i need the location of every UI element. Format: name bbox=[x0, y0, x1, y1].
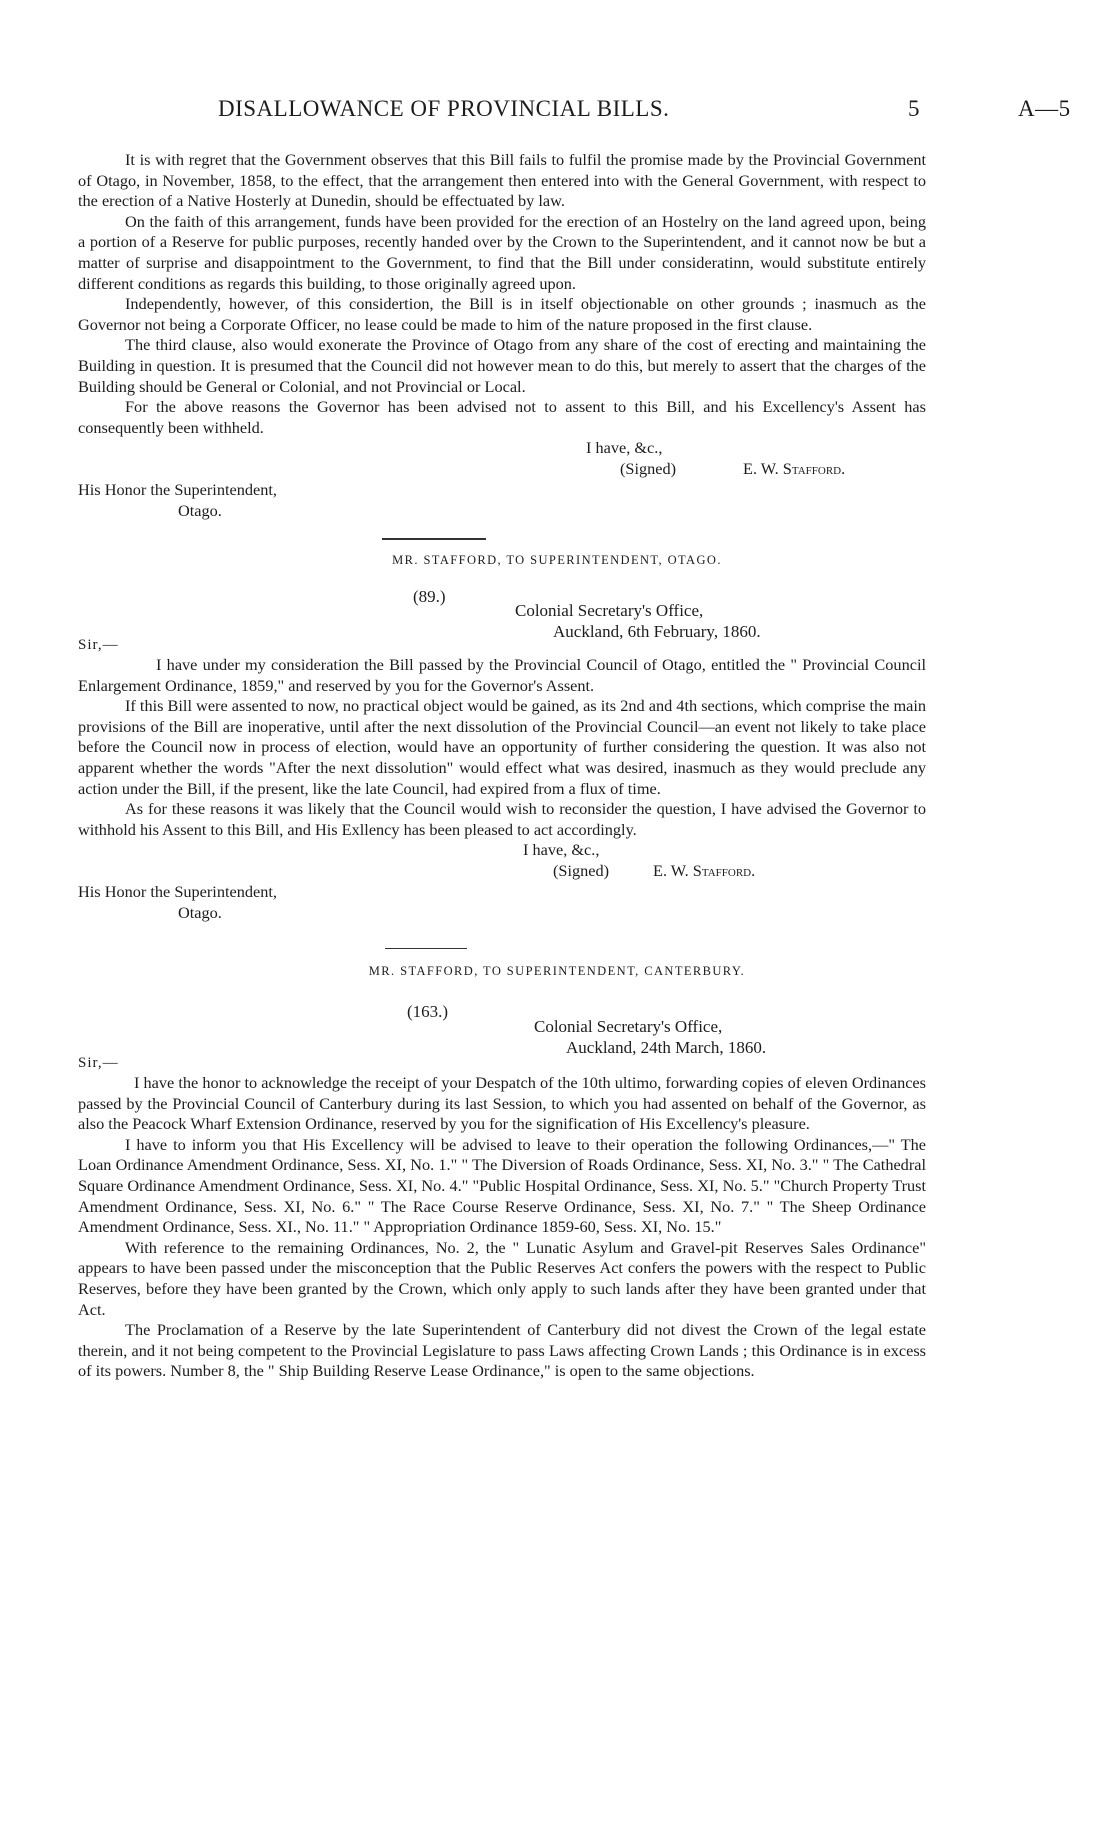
page-number: 5 bbox=[908, 96, 920, 121]
letter1-signature-line bbox=[78, 459, 926, 480]
letter2-office-line2: Auckland, 6th February, 1860. bbox=[553, 622, 761, 641]
letter2-closing-line bbox=[78, 840, 926, 861]
letter3-office bbox=[534, 1016, 766, 1058]
letter1-paragraph: Independently, however, of this considertion, the Bill is in itself objectionable on other grounds ; inasmuch as the Governor not being a Corporate Officer, no lease could be made to him of the nature proposed in the first clause. bbox=[78, 294, 926, 334]
document-reference: A—5 bbox=[1018, 96, 1071, 121]
letter2-heading: MR. STAFFORD, TO SUPERINTENDENT, OTAGO. bbox=[392, 553, 722, 567]
letter2-signature-line bbox=[78, 861, 926, 882]
letter2-number: (89.) bbox=[413, 587, 446, 606]
letter2-paragraph: I have under my consideration the Bill passed by the Provincial Council of Otago, entitled the " Provincial Council Enlargement Ordinance, 1859," and reserved by you for the Governor's Assent. bbox=[78, 655, 926, 695]
letter1-closing: I have, &c., bbox=[586, 438, 663, 458]
letter2-addressee-line1: His Honor the Superintendent, bbox=[78, 882, 277, 902]
letter2-office-line1: Colonial Secretary's Office, bbox=[515, 601, 704, 620]
letter1-paragraph: The third clause, also would exonerate the Province of Otago from any share of the cost of erecting and maintaining the Building in question. It is presumed that the Council did not however mean to do this, but merely to assert that the charges of the Building should be General or Colonial, and not Provincial or Local. bbox=[78, 335, 926, 396]
letter1-paragraph: It is with regret that the Government observes that this Bill fails to fulfil the promise made by the Provincial Government of Otago, in November, 1858, to the effect, that the arrangement then entered into with the General Government, with respect to the erection of a Native Hosterly at Dunedin, should be effectuated by law. bbox=[78, 150, 926, 211]
letter1-signed: (Signed) bbox=[620, 459, 677, 479]
letter3-office-line2: Auckland, 24th March, 1860. bbox=[566, 1038, 767, 1057]
letter3-body bbox=[78, 1073, 926, 1382]
letter2-salutation: Sir,— bbox=[78, 637, 119, 653]
letter2-body bbox=[78, 655, 926, 924]
letter1-paragraph: For the above reasons the Governor has been advised not to assent to this Bill, and his Excellency's Assent has consequently been withheld. bbox=[78, 397, 926, 437]
letter2-office bbox=[515, 600, 761, 642]
letter3-paragraph: I have to inform you that His Excellency will be advised to leave to their operation the following Ordinances,—" The Loan Ordinance Amendment Ordinance, Sess. XI, No. 1." " The Diversion of Roads Ordinance, Sess. XI, No. 3." " The Cathedral Square Ordinance Amendment Ordinance, Sess. XI, No. 4." "Public Hospital Ordinance, Sess. XI, No. 5." "Church Property Trust Amendment Ordinance, Sess. XI, No. 6." " The Race Course Reserve Ordinance, Sess. XI, No. 7." " The Sheep Ordinance Amendment Ordinance, Sess. XI., No. 11." " Appropriation Ordinance 1859-60, Sess. XI, No. 15." bbox=[78, 1134, 926, 1237]
letter3-paragraph: With reference to the remaining Ordinances, No. 2, the " Lunatic Asylum and Gravel-pit Reserves Sales Ordinance" appears to have been passed under the misconception that the Public Reserves Act confers the powers with the respect to Public Reserves, before they have been granted by the Crown, which only apply to such lands after they have been granted under that Act. bbox=[78, 1237, 926, 1319]
letter1-addressee-line1: His Honor the Superintendent, bbox=[78, 480, 277, 500]
letter3-paragraph: The Proclamation of a Reserve by the late Superintendent of Canterbury did not divest the Crown of the legal estate therein, and it not being competent to the Provincial Legislature to pass Laws affecting Crown Lands ; this Ordinance is in excess of its powers. Number 8, the " Ship Building Reserve Lease Ordinance," is open to the same objections. bbox=[78, 1320, 926, 1381]
section-divider bbox=[385, 948, 467, 949]
letter3-heading: MR. STAFFORD, TO SUPERINTENDENT, CANTERBURY. bbox=[368, 964, 746, 978]
letter3-number: (163.) bbox=[407, 1002, 449, 1021]
letter2-signature: E. W. Stafford. bbox=[653, 861, 756, 881]
letter2-closing: I have, &c., bbox=[523, 840, 600, 860]
letter1-signature: E. W. Stafford. bbox=[743, 459, 846, 479]
section-divider bbox=[382, 538, 486, 540]
letter1-paragraph: On the faith of this arrangement, funds have been provided for the erection of an Hostelry on the land agreed upon, being a portion of a Reserve for public purposes, recently handed over by the Crown to the Superintendent, and it cannot now be but a matter of surprise and disappointment to the Government, to find that the Bill under consideratinn, would substitute entirely different conditions as regards this building, to those originally agreed upon. bbox=[78, 211, 926, 293]
letter1-addressee-line2: Otago. bbox=[178, 500, 222, 520]
page-title: DISALLOWANCE OF PROVINCIAL BILLS. bbox=[218, 96, 670, 121]
letter1-addressee bbox=[78, 480, 926, 521]
letter2-paragraph: If this Bill were assented to now, no practical object would be gained, as its 2nd and 4th sections, which comprise the main provisions of the Bill are inoperative, until after the next dissolution of the Provincial Council—an event not likely to take place before the Council now in process of election, would have an opportunity of further considering the question. It was also not apparent whether the words "After the next dissolution" would effect what was desired, inasmuch as they would preclude any action under the Bill, if the present, like the late Council, had expired from a flux of time. bbox=[78, 696, 926, 798]
letter2-addressee-line2: Otago. bbox=[178, 902, 222, 922]
letter3-paragraph: I have the honor to acknowledge the receipt of your Despatch of the 10th ultimo, forwarding copies of eleven Ordinances passed by the Provincial Council of Canterbury during its last Session, to which you had assented on behalf of the Governor, as also the Peacock Wharf Extension Ordinance, reserved by you for the signification of His Excellency's pleasure. bbox=[78, 1073, 926, 1134]
letter1-closing-line bbox=[78, 438, 926, 459]
running-head bbox=[0, 96, 1114, 126]
letter3-salutation: Sir,— bbox=[78, 1055, 119, 1071]
letter2-signed: (Signed) bbox=[553, 861, 610, 881]
letter1-body bbox=[78, 150, 926, 522]
letter3-office-line1: Colonial Secretary's Office, bbox=[534, 1017, 723, 1036]
letter2-paragraph: As for these reasons it was likely that the Council would wish to reconsider the question, I have advised the Governor to withhold his Assent to this Bill, and His Exllency has been pleased to act accordingly. bbox=[78, 799, 926, 839]
letter2-addressee bbox=[78, 882, 926, 923]
